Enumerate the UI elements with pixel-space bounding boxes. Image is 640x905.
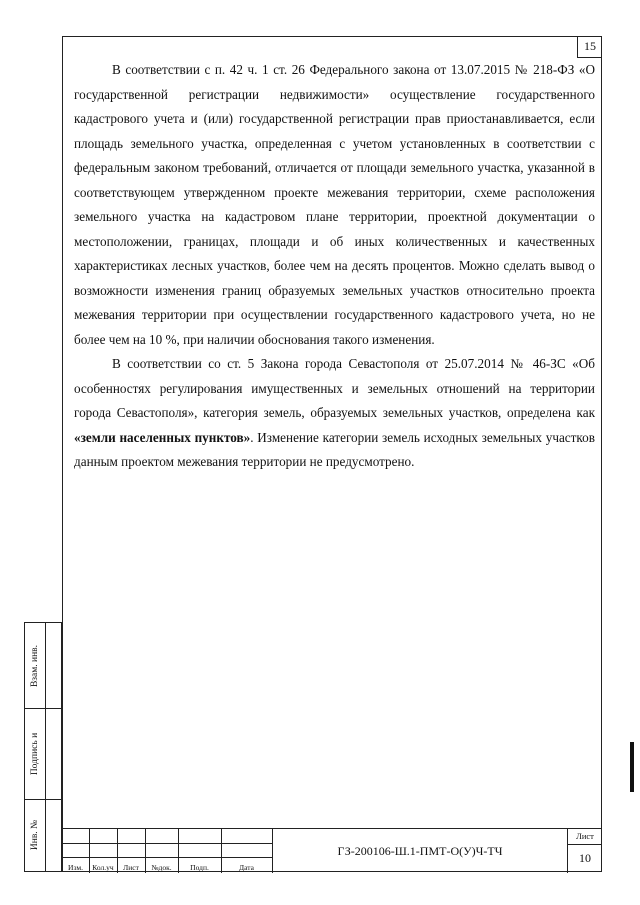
header-date: Дата xyxy=(239,863,254,872)
paragraph-1: В соответствии с п. 42 ч. 1 ст. 26 Федерального закона от 13.07.2015 № 218-ФЗ «О государственной регистрации недвижимости» осуществление государственного кадастрового учета и (или) государственной регистрации прав приостанавливается, если площадь земельного участка, определенная с учетом установленных в соответствии с федеральным законом требований, отличается от площади земельного участка, указанной в соответствующем утвержденном проекте межевания территории, схеме расположения земельного участка на кадастровом плане территории, проектной документации о местоположении, границах, площади и об иных количественных и качественных характеристиках лесных участков, более чем на десять процентов. Можно сделать вывод о возможности изменения границ образуемых земельных участков относительно проекта межевания территории при осуществлении государственного кадастрового учета, но не более чем на 10 %, при наличии обоснования такого изменения. xyxy=(74,62,595,347)
document-code: ГЗ-200106-Ш.1-ПМТ-О(У)Ч-ТЧ xyxy=(272,829,567,873)
paragraph-2-after: . Изменение категории земель исходных земельных участков данным проектом межевания территории не предусмотрено. xyxy=(74,429,595,469)
header-signature: Подп. xyxy=(190,863,209,872)
side-label-bottom: Инв. № xyxy=(30,819,40,851)
document-body xyxy=(74,58,595,475)
header-doc-num: №док. xyxy=(151,863,172,872)
page-number: 15 xyxy=(577,36,602,58)
header-kol-uch: Кол.уч xyxy=(92,863,114,872)
approval-side-table xyxy=(24,622,62,872)
paragraph-2 xyxy=(74,352,595,475)
paragraph-2-before: В соответствии со ст. 5 Закона города Севастополя от 25.07.2014 № 46-ЗС «Об особенностях регулирования имущественных и земельных отношений на территории города Севастополя», категория земель, образуемых земельных участков, определена как xyxy=(74,356,595,420)
scan-edge-mark xyxy=(630,742,634,792)
revision-grid xyxy=(62,829,272,873)
sheet-label: Лист xyxy=(568,829,602,845)
header-izm: Изм. xyxy=(68,863,83,872)
header-list: Лист xyxy=(123,863,139,872)
paragraph-2-bold: «земли населенных пунктов» xyxy=(74,429,251,445)
sheet-number: 10 xyxy=(579,851,591,865)
side-label-mid: Подпись и xyxy=(30,732,40,775)
title-block xyxy=(62,828,602,872)
side-label-top: Взам. инв. xyxy=(30,644,40,687)
sheet-box xyxy=(567,829,602,873)
